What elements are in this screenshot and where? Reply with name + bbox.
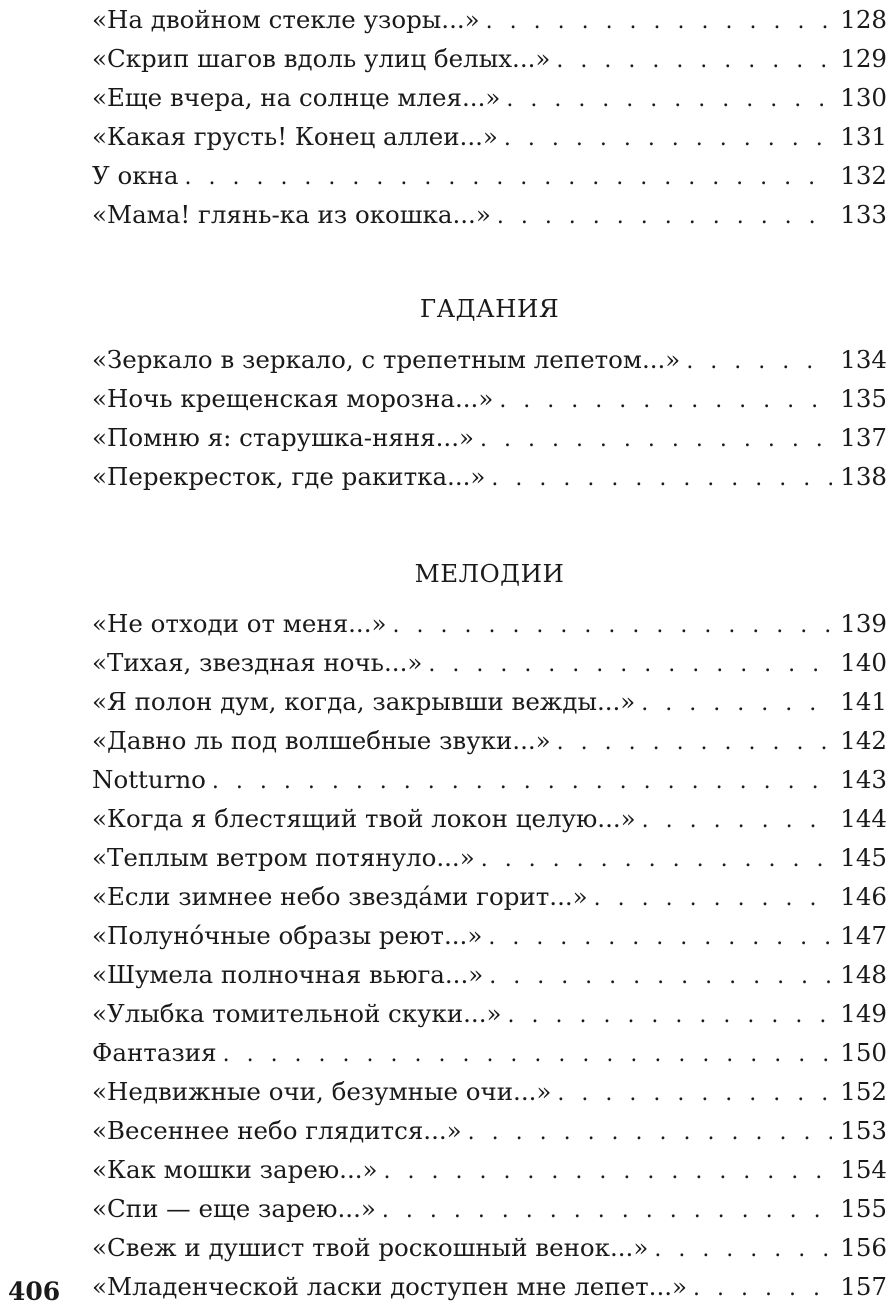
toc-entry: [92, 877, 887, 916]
entry-page: 131: [840, 122, 887, 151]
entry-page: 147: [840, 921, 887, 950]
dot-leader: [486, 2, 833, 41]
entry-page: 144: [840, 804, 887, 833]
toc-entry: [92, 994, 887, 1033]
toc-entry: [92, 1111, 887, 1150]
entry-page: 142: [840, 726, 887, 755]
toc-entry: [92, 682, 887, 721]
dot-leader: [384, 1152, 833, 1191]
dot-leader: [594, 879, 833, 918]
toc-entry: [92, 1228, 887, 1267]
dot-leader: [654, 1230, 832, 1269]
entry-title: «Какая грусть! Конец аллеи...»: [92, 122, 498, 151]
toc-entry: [92, 643, 887, 682]
entry-page: 141: [840, 687, 887, 716]
entry-title: Фантазия: [92, 1038, 217, 1067]
toc-entry: [92, 78, 887, 117]
entry-title: «Скрип шагов вдоль улиц белых...»: [92, 44, 551, 73]
dot-leader: [428, 645, 832, 684]
entry-title: «Давно ль под волшебные звуки...»: [92, 726, 551, 755]
entry-page: 153: [840, 1116, 887, 1145]
toc-entry: [92, 117, 887, 156]
entry-page: 139: [840, 609, 887, 638]
entry-page: 137: [840, 423, 887, 452]
toc-entry: [92, 39, 887, 78]
section-heading: ГАДАНИЯ: [419, 294, 560, 323]
entry-title: «Не отходи от меня...»: [92, 609, 387, 638]
entry-page: 130: [840, 83, 887, 112]
entry-title: «Недвижные очи, безумные очи...»: [92, 1077, 552, 1106]
entry-title: «Улыбка томительной скуки...»: [92, 999, 502, 1028]
toc-entry: [92, 760, 887, 799]
entry-title: «Когда я блестящий твой локон целую...»: [92, 804, 636, 833]
toc-entry: [92, 916, 887, 955]
entry-title: Notturno: [92, 765, 206, 794]
entry-title: «Перекресток, где ракитка...»: [92, 462, 486, 491]
dot-leader: [693, 1269, 832, 1308]
toc-group-1: [92, 0, 887, 234]
entry-title: «Младенческой ласки доступен мне лепет...»: [92, 1272, 688, 1301]
entry-page: 143: [840, 765, 887, 794]
entry-title: У окна: [92, 161, 179, 190]
dot-leader: [506, 80, 832, 119]
page-number: 406: [8, 1277, 61, 1306]
entry-title: «Я полон дум, когда, закрывши вежды...»: [92, 687, 636, 716]
entry-page: 152: [840, 1077, 887, 1106]
toc-group-2: [92, 289, 887, 496]
entry-title: «Теплым ветром потянуло...»: [92, 843, 475, 872]
section-heading: МЕЛОДИИ: [414, 559, 565, 588]
entry-title: «Если зимнее небо звезда́ми горит...»: [92, 882, 588, 911]
entry-title: «На двойном стекле узоры...»: [92, 5, 480, 34]
entry-page: 149: [840, 999, 887, 1028]
entry-page: 145: [840, 843, 887, 872]
dot-leader: [212, 762, 832, 801]
toc-entry: [92, 195, 887, 234]
dot-leader: [504, 119, 832, 158]
toc-entry: [92, 1150, 887, 1189]
dot-leader: [489, 957, 832, 996]
toc-entry: [92, 1033, 887, 1072]
toc-entry: [92, 418, 887, 457]
dot-leader: [468, 1113, 833, 1152]
dot-leader: [223, 1035, 833, 1074]
entry-title: «Еще вчера, на солнце млея...»: [92, 83, 501, 112]
toc-entry: [92, 799, 887, 838]
entry-title: «Тихая, звездная ночь...»: [92, 648, 423, 677]
dot-leader: [480, 420, 832, 459]
toc-entry: [92, 0, 887, 39]
dot-leader: [185, 158, 833, 197]
entry-page: 129: [840, 44, 887, 73]
entry-title: «Как мошки зарею...»: [92, 1155, 378, 1184]
entry-page: 154: [840, 1155, 887, 1184]
entry-title: «Свеж и душист твой роскошный венок...»: [92, 1233, 649, 1262]
entry-page: 156: [840, 1233, 887, 1262]
dot-leader: [393, 606, 833, 645]
entry-page: 128: [840, 5, 887, 34]
dot-leader: [686, 342, 832, 381]
dot-leader: [557, 1074, 832, 1113]
entry-page: 134: [840, 345, 887, 374]
toc-entry: [92, 457, 887, 496]
entry-title: «Зеркало в зеркало, с трепетным лепетом...»: [92, 345, 681, 374]
toc-entry: [92, 340, 887, 379]
entry-page: 155: [840, 1194, 887, 1223]
toc-entry: [92, 379, 887, 418]
entry-title: «Шумела полночная вьюга...»: [92, 960, 484, 989]
toc-entry: [92, 955, 887, 994]
entry-page: 146: [840, 882, 887, 911]
entry-title: «Полуно́чные образы реют...»: [92, 921, 483, 950]
toc-entry: [92, 838, 887, 877]
dot-leader: [481, 840, 833, 879]
entry-page: 157: [840, 1272, 887, 1301]
entry-title: «Помню я: старушка-няня...»: [92, 423, 474, 452]
toc-entry: [92, 721, 887, 760]
entry-title: «Мама! глянь-ка из окошка...»: [92, 200, 491, 229]
dot-leader: [491, 459, 832, 498]
entry-page: 148: [840, 960, 887, 989]
entry-title: «Ночь крещенская морозна...»: [92, 384, 494, 413]
toc-group-3: [92, 554, 887, 1306]
dot-leader: [488, 918, 832, 957]
toc-entry: [92, 1189, 887, 1228]
dot-leader: [499, 381, 832, 420]
dot-leader: [556, 41, 832, 80]
entry-title: «Спи — еще зарею...»: [92, 1194, 376, 1223]
toc-entry: [92, 1072, 887, 1111]
entry-page: 132: [840, 161, 887, 190]
toc-entry: [92, 1267, 887, 1306]
dot-leader: [642, 801, 833, 840]
entry-page: 140: [840, 648, 887, 677]
entry-title: «Весеннее небо глядится...»: [92, 1116, 462, 1145]
toc-entry: [92, 156, 887, 195]
dot-leader: [497, 197, 832, 236]
toc-entry: [92, 604, 887, 643]
dot-leader: [508, 996, 833, 1035]
entry-page: 150: [840, 1038, 887, 1067]
dot-leader: [382, 1191, 832, 1230]
entry-page: 135: [840, 384, 887, 413]
dot-leader: [641, 684, 832, 723]
entry-page: 138: [840, 462, 887, 491]
dot-leader: [557, 723, 833, 762]
entry-page: 133: [840, 200, 887, 229]
